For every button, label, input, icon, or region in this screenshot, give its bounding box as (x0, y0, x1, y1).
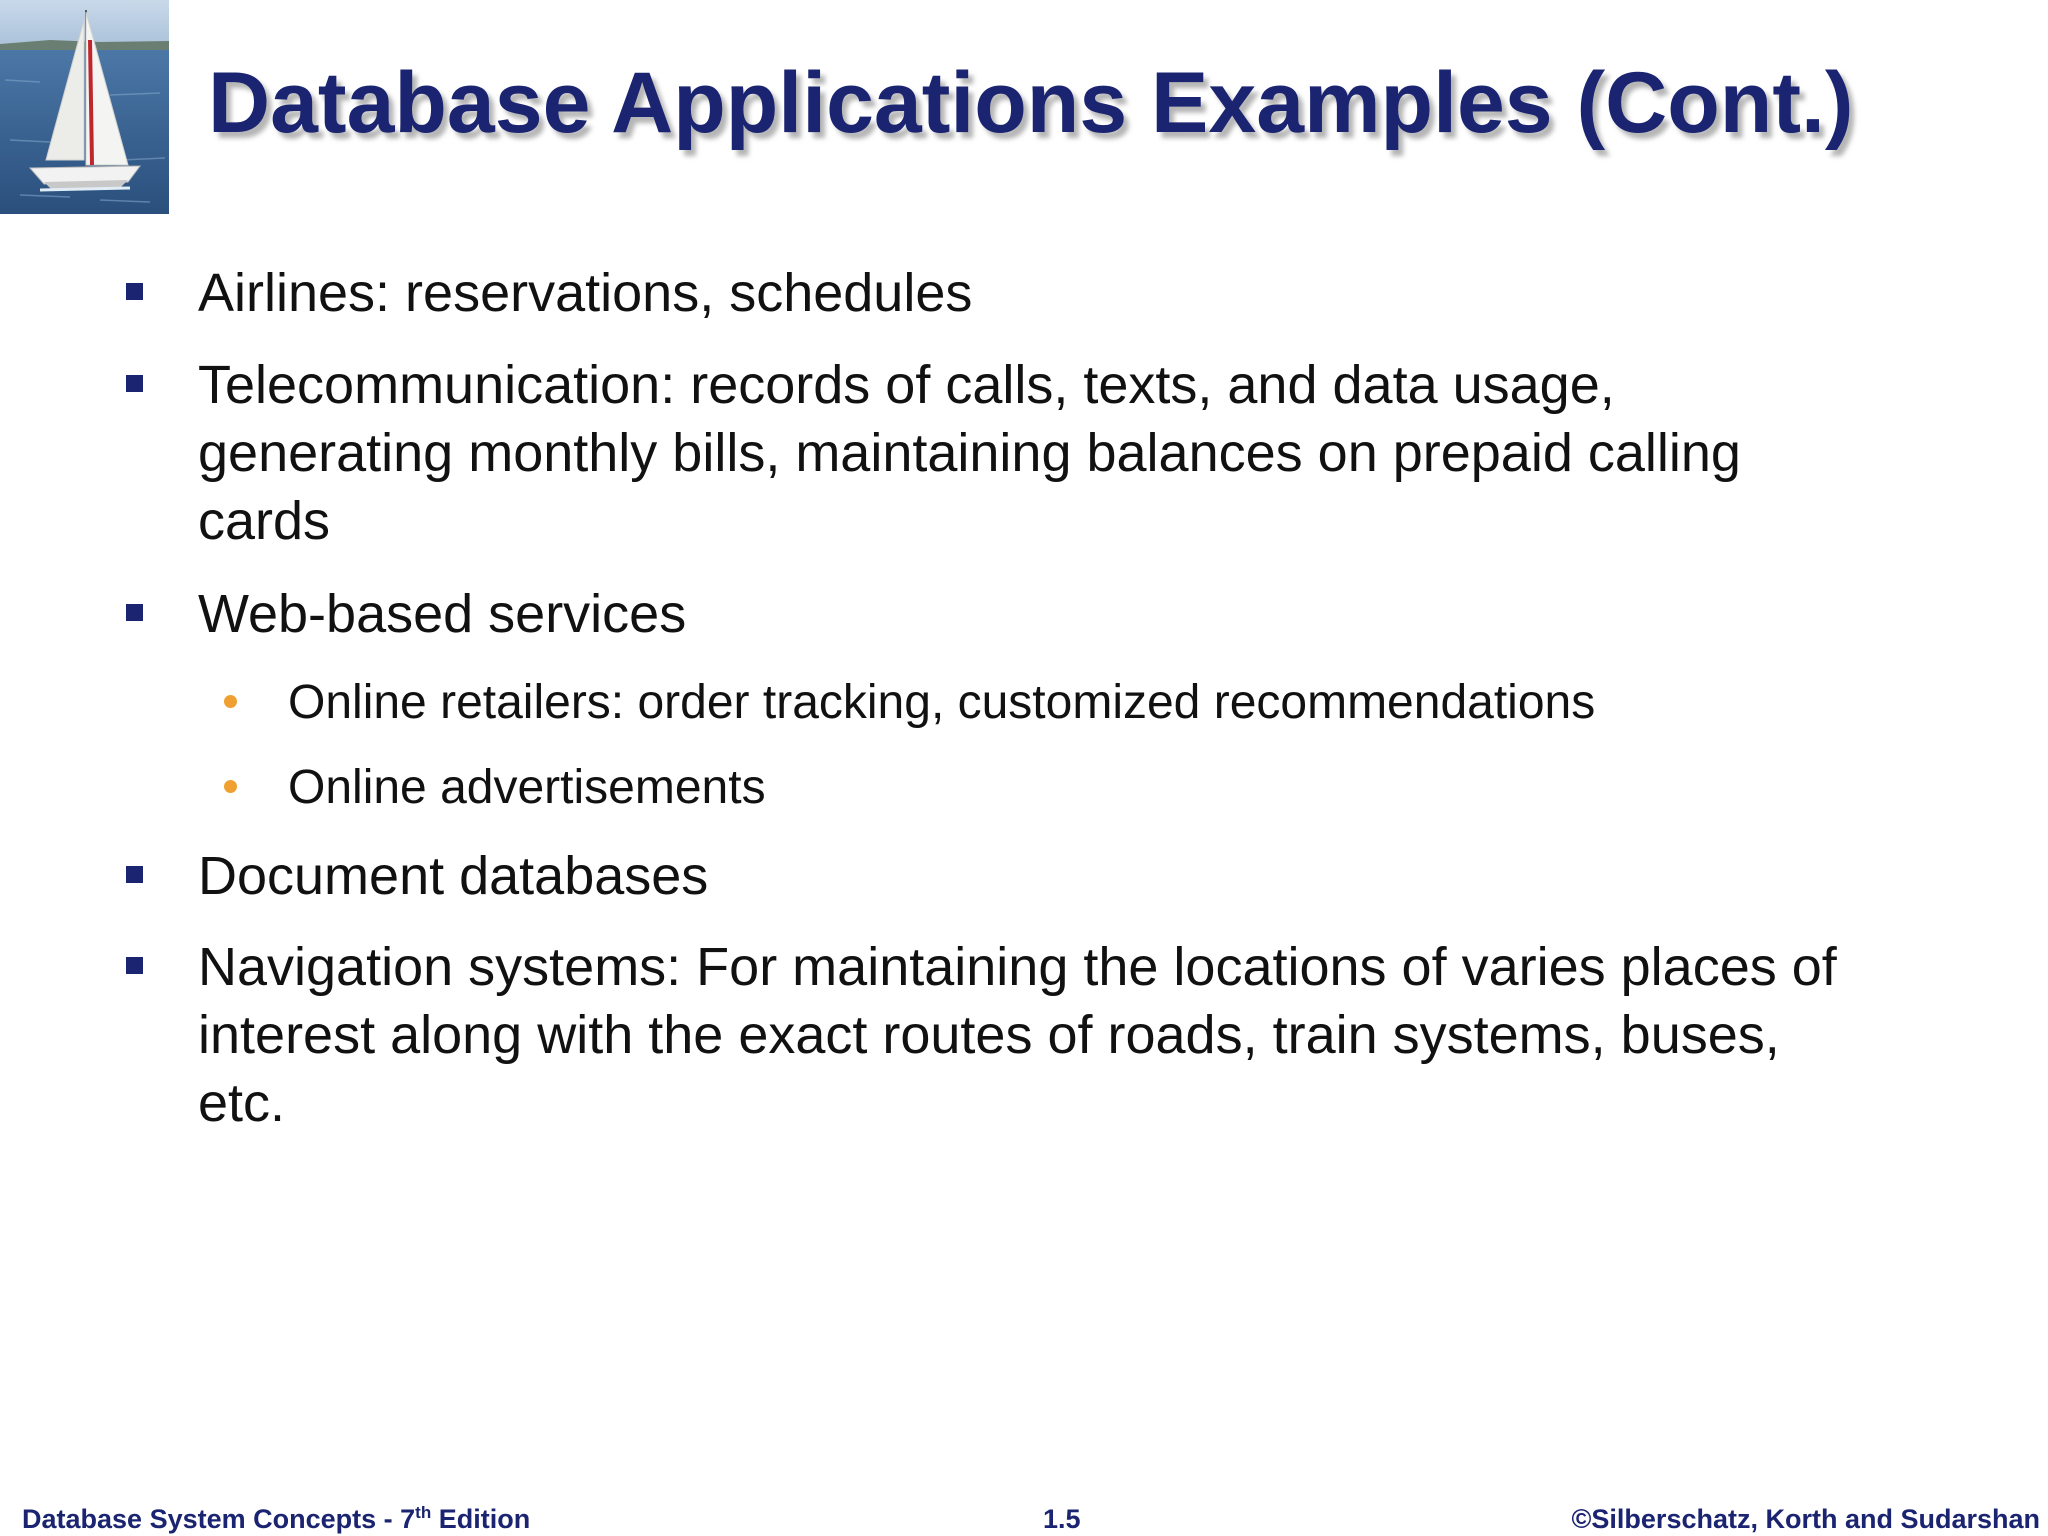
bullet-item (198, 259, 972, 327)
square-bullet-icon (126, 604, 143, 621)
square-bullet-icon (126, 375, 143, 392)
bullet-item (198, 580, 686, 648)
bullet-line: etc. (198, 1073, 286, 1133)
bullet-item (198, 933, 1837, 1137)
square-bullet-icon (126, 866, 143, 883)
round-bullet-icon (224, 695, 237, 708)
slide-title: Database Applications Examples (Cont.) (208, 55, 1854, 151)
footer-copyright: ©Silberschatz, Korth and Sudarshan (1571, 1504, 2040, 1534)
square-bullet-icon (126, 957, 143, 974)
bullet-line: Navigation systems: For maintaining the locations of varies places of (198, 937, 1837, 997)
footer-page-number: 1.5 (1043, 1504, 1081, 1534)
bullet-line: Telecommunication: records of calls, texts, and data usage, (198, 355, 1615, 415)
round-bullet-icon (224, 780, 237, 793)
bullet-line: cards (198, 491, 331, 551)
square-bullet-icon (126, 283, 143, 300)
bullet-line: interest along with the exact routes of roads, train systems, buses, (198, 1005, 1780, 1065)
sailboat-logo (0, 0, 169, 214)
bullet-line: Web-based services (198, 584, 687, 644)
bullet-line: Airlines: reservations, schedules (198, 263, 973, 323)
footer-book-title: Database System Concepts - 7th Edition (22, 1503, 531, 1534)
bullet-item (198, 842, 708, 910)
bullet-item (198, 351, 1741, 555)
sub-bullet-item: Online retailers: order tracking, customized recommendations (288, 676, 1596, 729)
sub-bullet-item: Online advertisements (288, 761, 766, 814)
bullet-line: generating monthly bills, maintaining balances on prepaid calling (198, 423, 1741, 483)
bullet-line: Document databases (198, 846, 709, 906)
